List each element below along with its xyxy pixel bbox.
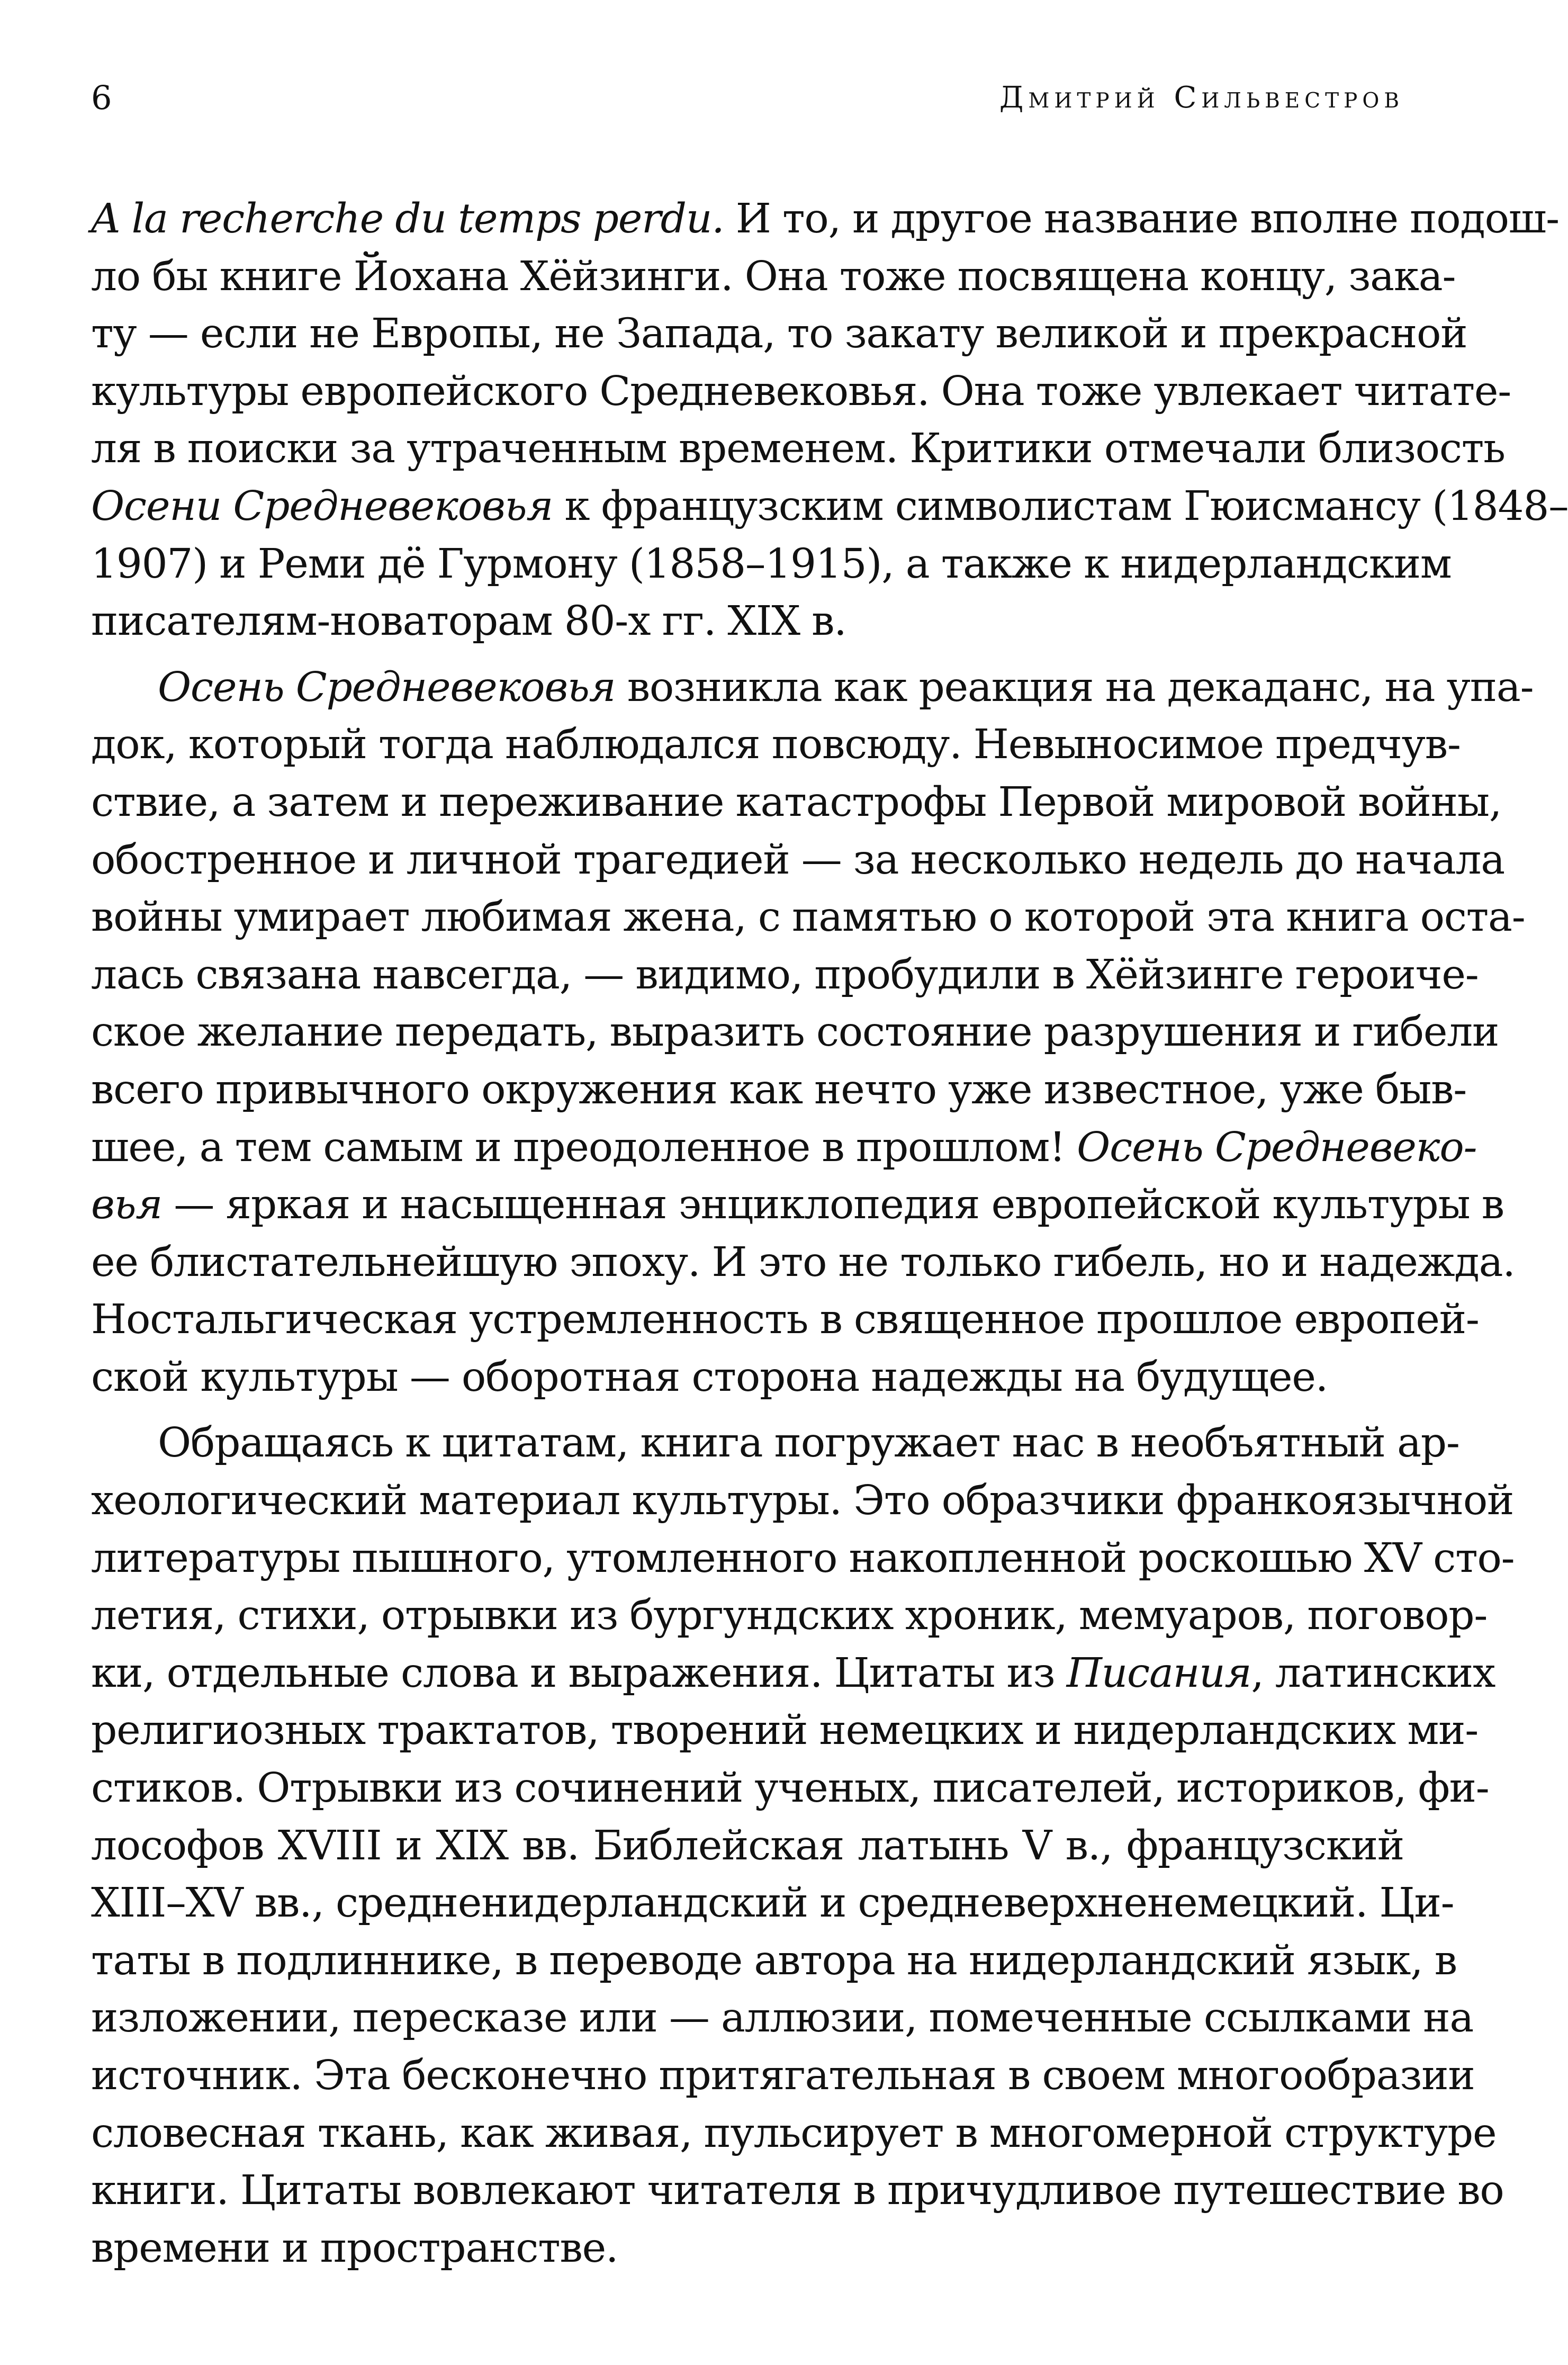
text-line (91, 1062, 1467, 1119)
text-line (91, 1004, 1499, 1062)
paragraph-gap (91, 1406, 1404, 1415)
text-run: литературы пышного, утомленного накопленной роскошью XV сто- (91, 1534, 1515, 1582)
text-run: обостренное и личной трагедией — за несколько недель до начала (91, 836, 1504, 884)
text-line (91, 1932, 1457, 1990)
text-run: таты в подлиннике, в переводе автора на нидерландский язык, в (91, 1937, 1457, 1984)
text-line (91, 2162, 1504, 2220)
text-line (91, 1818, 1404, 1875)
text-run: , латинских (1251, 1649, 1495, 1697)
text-line (91, 1234, 1515, 1292)
text-run: ствие, а затем и переживание катастрофы Первой мировой войны, (91, 778, 1502, 826)
text-run: возникла как реакция на декаданс, на упа- (615, 663, 1534, 711)
italic-title-text: A la recherche du temps perdu. (91, 195, 724, 242)
text-run: к французским символистам Гюисмансу (1848– (553, 482, 1568, 530)
running-title: Дмитрий Сильвестров (999, 80, 1404, 115)
text-run: ки, отдельные слова и выражения. Цитаты из (91, 1649, 1067, 1697)
text-run: хеологический материал культуры. Это образчики франкоязычной (91, 1477, 1514, 1525)
text-line (91, 593, 1404, 651)
text-run: — яркая и насыщенная энциклопедия европейской культуры в (162, 1181, 1504, 1229)
italic-title-text: Осень Средневеко- (1077, 1123, 1477, 1171)
text-line (91, 2220, 1404, 2278)
text-line (91, 716, 1461, 774)
paragraph (91, 1415, 1515, 2277)
text-line (91, 1472, 1514, 1530)
text-line (91, 1645, 1495, 1703)
text-run: источник. Эта бесконечно притягательная в своем многообразии (91, 2052, 1475, 2099)
text-run: войны умирает любимая жена, с памятью о которой эта книга оста- (91, 894, 1525, 941)
text-line (91, 2105, 1497, 2163)
text-run: ее блистательнейшую эпоху. И это не только гибель, но и надежда. (91, 1238, 1515, 1286)
text-line (91, 1587, 1488, 1645)
text-line (91, 1119, 1477, 1177)
text-run: ской культуры — оборотная сторона надежды на будущее. (91, 1353, 1328, 1401)
text-run: писателям-новаторам 80-х гг. XIX в. (91, 598, 846, 645)
text-line (91, 832, 1504, 889)
paragraph (91, 659, 1534, 1407)
paragraph (91, 191, 1568, 651)
text-line (91, 947, 1479, 1004)
body-text (91, 191, 1568, 2277)
text-line (91, 478, 1568, 536)
text-line (91, 1875, 1454, 1932)
page-number: 6 (91, 78, 112, 117)
text-line (91, 774, 1502, 832)
text-line (91, 1702, 1479, 1760)
text-line (91, 1760, 1489, 1818)
text-line (91, 191, 1559, 248)
text-line (91, 1291, 1479, 1349)
text-line (91, 536, 1452, 594)
text-run: док, который тогда наблюдался повсюду. Невыносимое предчув- (91, 721, 1461, 769)
text-run: словесная ткань, как живая, пульсирует в многомерной структуре (91, 2109, 1497, 2157)
text-run: XIII–XV вв., средненидерландский и средневерхненемецкий. Ци- (91, 1880, 1454, 1927)
text-run: изложении, пересказе или — аллюзии, помеченные ссылками на (91, 1994, 1474, 2042)
text-run: ское желание передать, выразить состояние разрушения и гибели (91, 1009, 1499, 1056)
text-line (91, 305, 1467, 363)
text-run: Обращаясь к цитатам, книга погружает нас в необъятный ар- (158, 1419, 1459, 1467)
text-line (91, 1176, 1504, 1234)
text-line (91, 1530, 1515, 1588)
text-run: ту — если не Европы, не Запада, то закату великой и прекрасной (91, 310, 1467, 358)
text-run: религиозных трактатов, творений немецких и нидерландских ми- (91, 1707, 1479, 1755)
text-run: лась связана навсегда, — видимо, пробудили в Хёйзинге героиче- (91, 951, 1479, 999)
text-run: шее, а тем самым и преодоленное в прошлом! (91, 1123, 1077, 1171)
text-run: летия, стихи, отрывки из бургундских хроник, мемуаров, поговор- (91, 1592, 1488, 1640)
text-run: ля в поиски за утраченным временем. Критики отмечали близость (91, 425, 1505, 473)
text-run: всего привычного окружения как нечто уже известное, уже быв- (91, 1066, 1467, 1113)
text-line (91, 1415, 1459, 1472)
text-run: книги. Цитаты вовлекают читателя в причудливое путешествие во (91, 2167, 1504, 2215)
text-line (91, 889, 1525, 947)
text-run: ло бы книге Йохана Хёйзинги. Она тоже посвящена концу, зака- (91, 253, 1456, 300)
text-line (91, 1990, 1474, 2047)
text-run: И то, и другое название вполне подош- (724, 195, 1559, 242)
italic-title-text: Осени Средневековья (91, 482, 553, 530)
text-line (91, 659, 1534, 717)
text-line (91, 420, 1505, 478)
italic-title-text: Осень Средневековья (158, 663, 616, 711)
paragraph-gap (91, 651, 1404, 659)
text-run: культуры европейского Средневековья. Она тоже увлекает читате- (91, 367, 1511, 415)
text-run: 1907) и Реми дё Гурмону (1858–1915), а также к нидерландским (91, 540, 1452, 588)
text-line (91, 1349, 1404, 1407)
text-line (91, 248, 1456, 306)
italic-title-text: Писания (1066, 1649, 1251, 1697)
text-run: лософов XVIII и XIX вв. Библейская латынь V в., французский (91, 1822, 1404, 1869)
text-line (91, 2047, 1475, 2105)
text-run: Ностальгическая устремленность в священное прошлое европей- (91, 1296, 1479, 1344)
italic-title-text: вья (91, 1181, 163, 1229)
text-run: времени и пространстве. (91, 2224, 618, 2272)
text-run: стиков. Отрывки из сочинений ученых, писателей, историков, фи- (91, 1765, 1489, 1812)
running-head (91, 74, 1404, 122)
text-line (91, 363, 1511, 421)
